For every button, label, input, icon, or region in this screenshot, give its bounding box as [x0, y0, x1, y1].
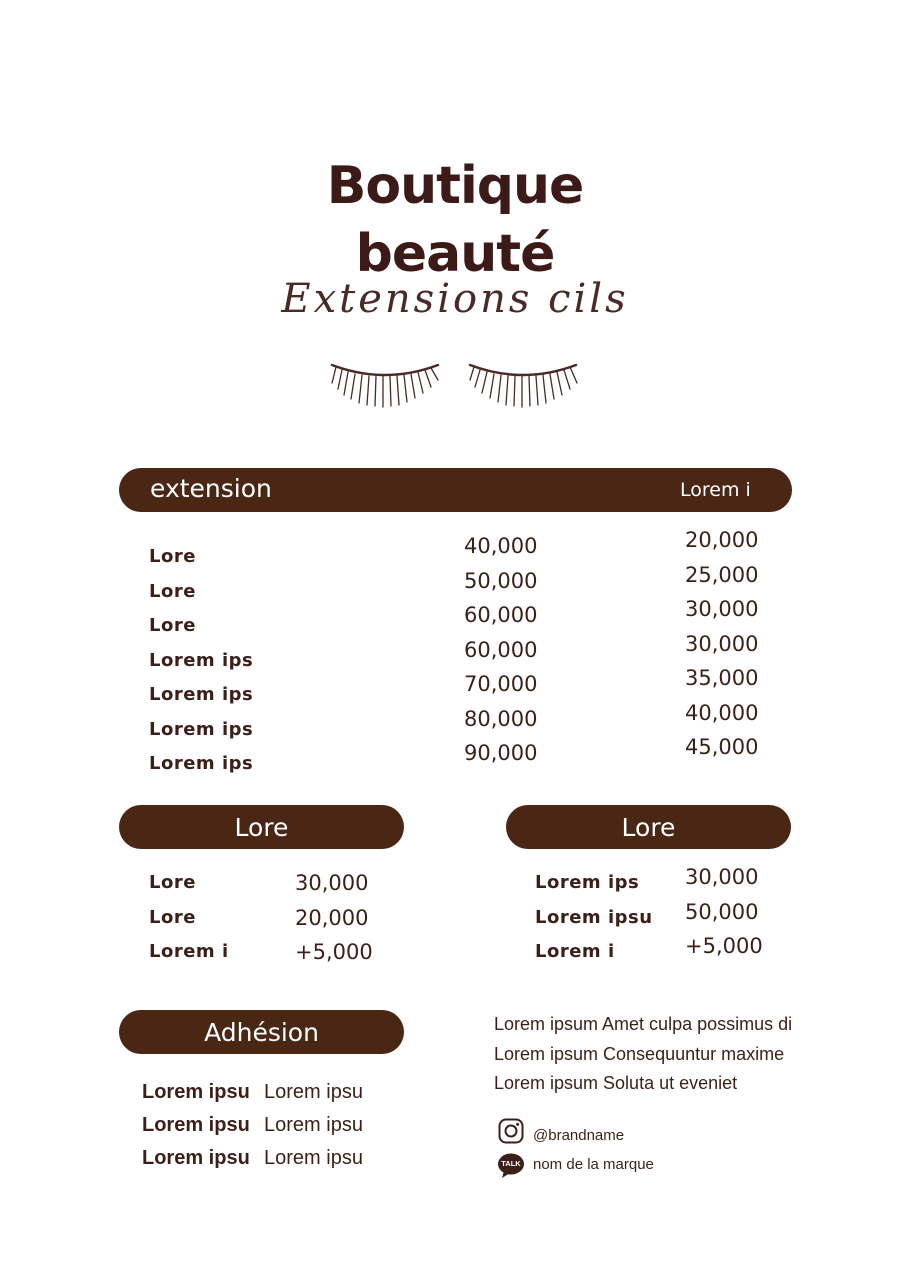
price-value: 40,000 — [685, 700, 759, 725]
price-value: 70,000 — [464, 672, 538, 696]
extension-header-right-label: Lorem i — [680, 479, 751, 501]
price-value: 80,000 — [464, 706, 538, 731]
list-item: Lorem ips — [149, 718, 254, 740]
price-value: +5,000 — [685, 934, 763, 958]
price-value: 45,000 — [685, 735, 759, 759]
price-value: 25,000 — [685, 562, 759, 587]
price-value: 90,000 — [464, 741, 538, 765]
list-item: Lore — [149, 872, 196, 893]
lore-right-header-bar — [506, 805, 791, 849]
lore-left-prices — [295, 866, 373, 970]
list-item: Lore — [149, 546, 196, 567]
list-item: Lore — [149, 580, 196, 602]
price-value: 30,000 — [685, 631, 759, 656]
price-value: +5,000 — [295, 940, 373, 964]
list-item: Lorem i — [149, 941, 229, 962]
price-value: 60,000 — [464, 603, 538, 627]
lore-right-items — [535, 866, 653, 970]
subtitle: Extensions cils — [281, 276, 629, 322]
eyelashes-icon — [330, 355, 580, 410]
price-value: 50,000 — [685, 899, 759, 924]
list-item: Lore — [149, 615, 196, 636]
lore-left-header-bar — [119, 805, 404, 849]
price-value: 20,000 — [685, 528, 759, 552]
title-line-2: beauté — [355, 224, 555, 284]
price-value: 20,000 — [295, 905, 369, 930]
adhesion-row-value: Lorem ipsu — [264, 1114, 363, 1136]
list-item: Lorem ips — [149, 684, 254, 705]
kakaotalk-icon — [497, 1152, 525, 1180]
price-value: 40,000 — [464, 534, 538, 558]
adhesion-left-col — [142, 1076, 250, 1175]
list-item: Lore — [149, 906, 196, 928]
price-value: 60,000 — [464, 637, 538, 662]
lore-left-header-label: Lore — [234, 812, 289, 842]
price-value: 35,000 — [685, 666, 759, 690]
adhesion-row-label: Lorem ipsu — [142, 1147, 250, 1169]
adhesion-row-value: Lorem ipsu — [264, 1081, 363, 1103]
list-item: Lorem ips — [149, 753, 254, 774]
extension-header-label: extension — [150, 474, 272, 503]
talk-name: nom de la marque — [533, 1156, 654, 1173]
adhesion-header-label: Adhésion — [204, 1017, 319, 1047]
instagram-handle: @brandname — [533, 1127, 625, 1144]
extension-items — [149, 540, 253, 782]
info-line: Lorem ipsum Consequuntur maxime — [494, 1043, 785, 1064]
lore-right-header-label: Lore — [621, 812, 676, 842]
extension-prices-col1 — [464, 529, 537, 771]
price-value: 30,000 — [685, 865, 759, 889]
info-text-block — [494, 1010, 792, 1099]
adhesion-row-value: Lorem ipsu — [264, 1147, 363, 1169]
lore-right-prices — [685, 860, 763, 964]
adhesion-right-col — [264, 1076, 363, 1175]
talk-icon-text: TALK — [501, 1159, 521, 1168]
extension-header-bar — [119, 468, 792, 512]
list-item: Lorem i — [535, 941, 615, 962]
price-value: 50,000 — [464, 568, 538, 593]
info-line: Lorem ipsum Amet culpa possimus di — [494, 1014, 793, 1034]
lore-left-items — [149, 866, 229, 970]
adhesion-header-bar — [119, 1010, 404, 1054]
price-value: 30,000 — [295, 871, 369, 895]
adhesion-row-label: Lorem ipsu — [142, 1081, 250, 1103]
adhesion-row-label: Lorem ipsu — [142, 1114, 250, 1136]
info-line: Lorem ipsum Soluta ut eveniet — [494, 1073, 738, 1093]
list-item: Lorem ips — [149, 649, 254, 671]
price-value: 30,000 — [685, 597, 759, 621]
list-item: Lorem ips — [535, 872, 640, 893]
extension-prices-col2 — [685, 523, 758, 765]
list-item: Lorem ipsu — [535, 906, 653, 928]
title-line-1: Boutique — [326, 156, 584, 216]
instagram-icon — [498, 1118, 524, 1144]
